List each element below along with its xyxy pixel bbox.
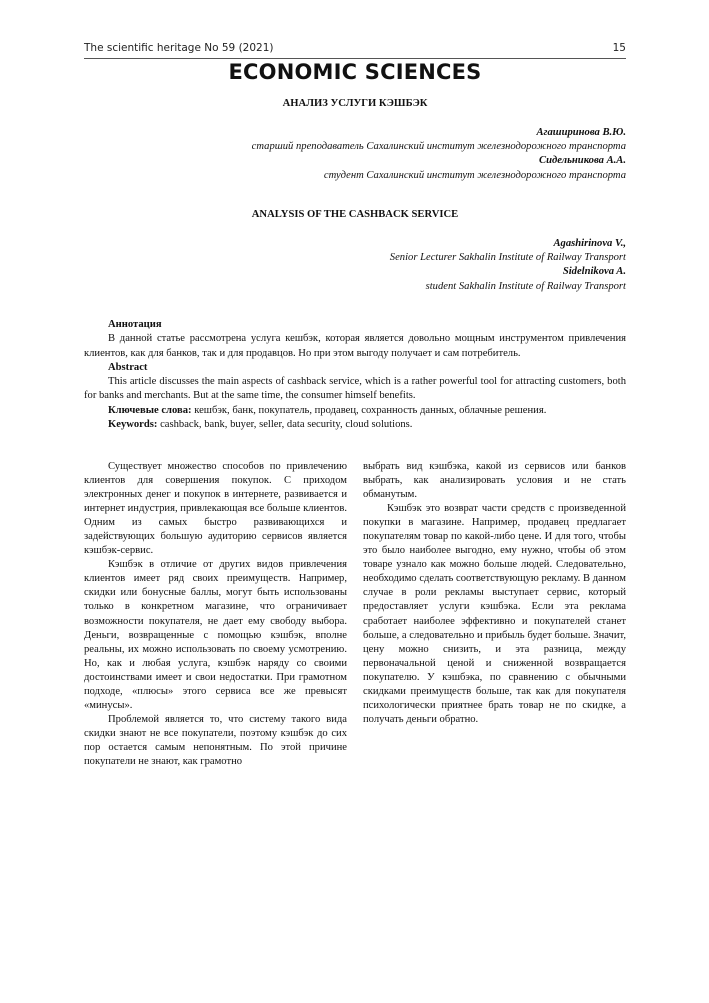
abstract-block [84,318,626,432]
running-header [84,42,626,54]
ru-keywords-label: Ключевые слова: [108,404,192,416]
body-paragraph-continued: выбрать вид кэшбэка, какой из сервисов или банков выбрать, как анализировать условия и не стать обманутым. [363,461,626,501]
en-author-2-affiliation: student Sakhalin Institute of Railway Transport [425,280,626,292]
body-paragraph: Существует множество способов по привлечению клиентов для совершения покупок. С приходом электронных денег и покупок в интернете, развивается и интернет индустрия, привлекающая все больше клиентов. Одним из самых быстро развивающихся и задействующих большую аудиторию сервисов является кэшбэк-сервис. [84,461,347,557]
en-article-title: ANALYSIS OF THE CASHBACK SERVICE [251,209,459,220]
ru-author-2-affiliation: студент Сахалинский институт железнодорожного транспорта [323,169,626,181]
ru-authors [106,126,626,183]
ru-abstract-text: В данной статье рассмотрена услуга кешбэк, которая является довольно мощным инструментом привлечения клиентов, как для банков, так и для продавцов. Но при этом выгоду получает и сам потребитель. [84,333,626,359]
ru-keywords-list: кешбэк, банк, покупатель, продавец, сохранность данных, облачные решения. [191,404,547,416]
body-paragraph: Кэшбэк в отличие от других видов привлечения клиентов имеет ряд своих преимуществ. Например, скидки или бонусные баллы, могут быть использованы только в конкретном магазине, что ограничивает возможности покупателя, не дает ему свободу выбора. Деньги, возвращенные с помощью кэшбэк, вполне реальны, их можно использовать по своему усмотрению. Но, как и любая услуга, кэшбэк наряду со своими достоинствами имеет и свои недостатки. При грамотном подходе, «плюсы» этого сервиса все же превысят «минусы». [84,559,347,711]
ru-keywords [84,404,626,418]
body-column-right [363,460,626,727]
header-rule [84,58,626,59]
journal-name: The scientific heritage No 59 (2021) [84,42,274,54]
ru-author-2-name: Сидельникова А.А. [539,155,626,167]
ru-article-title: АНАЛИЗ УСЛУГИ КЭШБЭК [282,98,428,109]
page-number: 15 [612,42,626,54]
en-abstract-text: This article discusses the main aspects of cashback service, which is a rather powerful tool for attracting customers, both for banks and merchants. But at the same time, the consumer himself benefits. [84,376,626,402]
en-abstract-heading: Abstract [108,361,148,373]
en-keywords-list: cashback, bank, buyer, seller, data security, cloud solutions. [157,419,413,431]
body-column-left [84,460,347,769]
body-paragraph: Проблемой является то, что систему такого вида скидки знают не все покупатели, поэтому кэшбэк до сих пор остается самым непонятным. По этой причине покупатели не знают, как грамотно [84,713,347,767]
ru-abstract-heading: Аннотация [108,319,162,330]
ru-author-1-name: Агаширинова В.Ю. [536,127,626,138]
body-paragraph: Кэшбэк это возврат части средств с произведенной покупки в магазине. Например, продавец предлагает покупателям товар по какой-либо цене. И для того, чтобы это было наиболее выгодно, ему нужно, чтобы об этом товаре узнало как можно больше людей. Следовательно, необходимо сделать соответствующую рекламу. В данном случае в роли рекламы выступает сервис, который предоставляет услуги кэшбэка. Если эта реклама сработает наиболее эффективно и покупателей станет больше, а следовательно и прибыль будет больше. Значит, цену можно снизить, и эта разница, между первоначальной ценой и сниженной возвращается покупателю. У кэшбэка, по сравнению с обычными скидками преимуществ больше, так как для покупателя психологически приятнее брать товар не по скидке, а получать деньги обратно. [363,503,626,725]
en-keywords-label: Keywords: [108,419,158,431]
en-keywords [84,418,626,432]
en-author-2-name: Sidelnikova A. [562,266,626,278]
section-title: ECONOMIC SCIENCES [228,60,482,84]
ru-author-1-affiliation: старший преподаватель Сахалинский институт железнодорожного транспорта [251,141,626,153]
en-author-1-name: Agashirinova V., [553,238,626,249]
en-author-1-affiliation: Senior Lecturer Sakhalin Institute of Railway Transport [389,252,626,264]
en-authors [106,237,626,294]
